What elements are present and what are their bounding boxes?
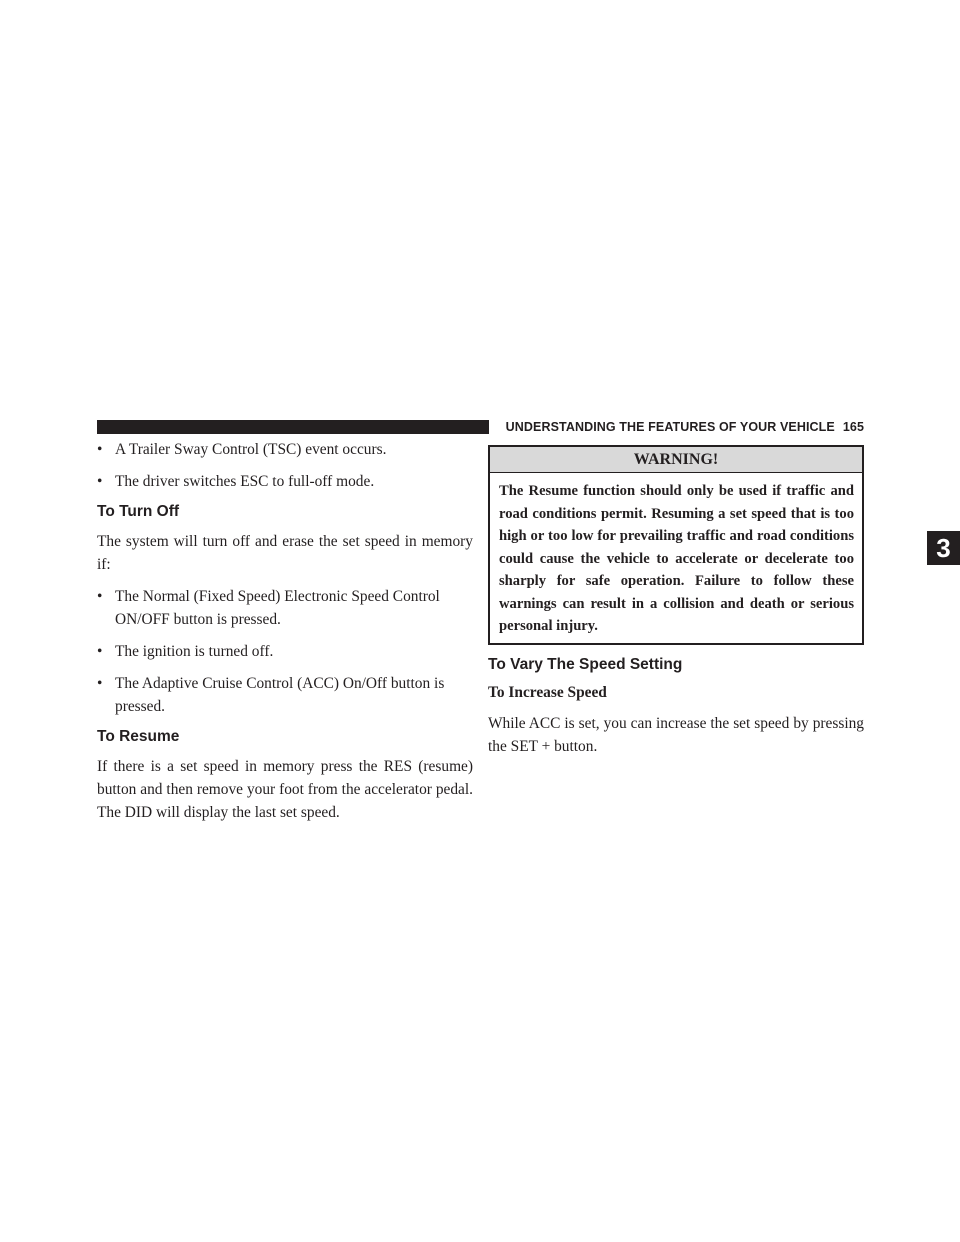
list-item: • A Trailer Sway Control (TSC) event occurs. xyxy=(97,438,473,461)
running-header xyxy=(500,419,864,435)
warning-box xyxy=(488,445,864,645)
subheading-increase-speed: To Increase Speed xyxy=(488,683,607,701)
heading-to-turn-off: To Turn Off xyxy=(97,503,180,520)
section-title: UNDERSTANDING THE FEATURES OF YOUR VEHICLE xyxy=(505,420,835,434)
left-column xyxy=(97,438,473,833)
heading-vary-speed: To Vary The Speed Setting xyxy=(488,655,683,673)
header-rule xyxy=(97,420,489,434)
resume-body: If there is a set speed in memory press the RES (resume) button and then remove your foot from the accelerator pedal. The DID will display the last set speed. xyxy=(97,758,473,821)
page-number: 165 xyxy=(842,420,864,434)
bullet-icon: • xyxy=(97,441,103,458)
increase-speed-body: While ACC is set, you can increase the set speed by pressing the SET + button. xyxy=(488,714,864,755)
list-item: • The Adaptive Cruise Control (ACC) On/Off button is pressed. xyxy=(97,672,473,718)
bullet-icon: • xyxy=(97,675,103,692)
bullet-icon: • xyxy=(97,473,103,490)
bullet-icon: • xyxy=(97,643,103,660)
heading-to-resume: To Resume xyxy=(97,728,180,745)
list-item: • The ignition is turned off. xyxy=(97,640,473,663)
bullet-icon: • xyxy=(97,588,103,605)
chapter-tab: 3 xyxy=(927,531,960,565)
right-column xyxy=(488,438,864,767)
list-item: • The driver switches ESC to full-off mode. xyxy=(97,470,473,493)
list-item: • The Normal (Fixed Speed) Electronic Speed Control ON/OFF button is pressed. xyxy=(97,585,473,631)
warning-body: The Resume function should only be used if traffic and road conditions permit. Resuming a set speed that is too high or too low for prevailing traffic and road conditions could cause the vehicle to accelerate or decelerate too sharply for safe operation. Failure to follow these warnings can result in a collision and death or serious personal injury. xyxy=(499,483,854,634)
turn-off-intro: The system will turn off and erase the set speed in memory if: xyxy=(97,533,473,573)
warning-title: WARNING! xyxy=(490,447,862,473)
